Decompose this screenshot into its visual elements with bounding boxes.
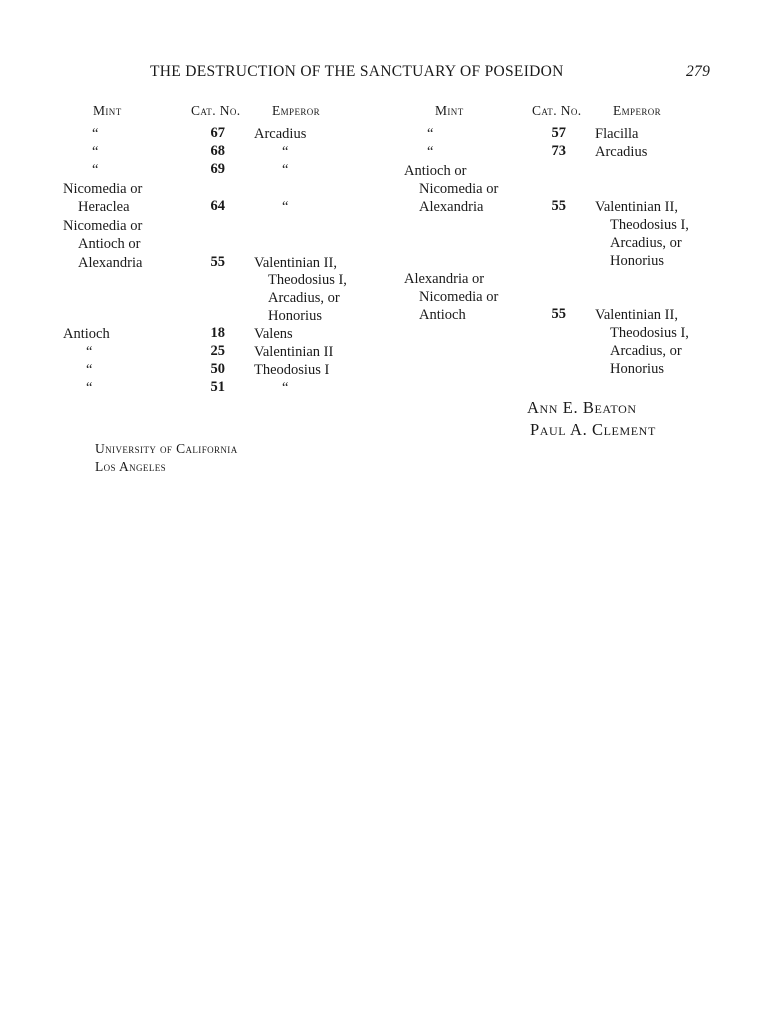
mint-cell: “	[92, 144, 99, 160]
emperor-cell: Theodosius I,	[610, 325, 689, 341]
mint-cell: “	[427, 144, 434, 160]
emperor-cell: “	[282, 162, 289, 178]
mint-cell: Antioch	[419, 307, 466, 323]
emperor-cell: Theodosius I	[254, 362, 330, 378]
affiliation-institution: University of California	[95, 441, 238, 456]
emperor-cell: “	[282, 199, 289, 215]
left-mint-heading: Mint	[93, 103, 122, 118]
mint-cell: Alexandria or	[404, 271, 485, 287]
affiliation-city: Los Angeles	[95, 459, 167, 474]
mint-cell: Nicomedia or	[419, 181, 499, 197]
mint-cell: Antioch or	[404, 163, 467, 179]
emperor-cell: Honorius	[268, 308, 322, 324]
mint-cell: “	[86, 362, 93, 378]
cat-no-cell: 51	[210, 379, 225, 395]
cat-no-cell: 55	[551, 306, 566, 322]
emperor-cell: Valentinian II	[254, 344, 334, 360]
cat-no-cell: 69	[210, 161, 225, 177]
emperor-cell: Valentinian II,	[595, 307, 678, 323]
mint-cell: Nicomedia or	[63, 218, 143, 234]
cat-no-cell: 68	[210, 143, 225, 159]
cat-no-cell: 67	[210, 125, 225, 141]
cat-no-cell: 55	[210, 254, 225, 270]
author-name: Ann E. Beaton	[527, 398, 637, 417]
right-emperor-heading: Emperor	[613, 103, 662, 118]
cat-no-cell: 50	[210, 361, 225, 377]
mint-cell: Nicomedia or	[63, 181, 143, 197]
emperor-cell: Valens	[254, 326, 293, 342]
emperor-cell: Theodosius I,	[610, 217, 689, 233]
emperor-cell: Arcadius, or	[610, 235, 682, 251]
cat-no-cell: 25	[210, 343, 225, 359]
mint-cell: “	[92, 126, 99, 142]
emperor-cell: Flacilla	[595, 126, 639, 142]
emperor-cell: Arcadius, or	[610, 343, 682, 359]
emperor-cell: Arcadius	[595, 144, 648, 160]
mint-cell: “	[427, 126, 434, 142]
emperor-cell: Valentinian II,	[254, 255, 337, 271]
right-cat-no-heading: Cat. No.	[532, 103, 582, 118]
cat-no-cell: 64	[210, 198, 225, 214]
mint-cell: “	[92, 162, 99, 178]
emperor-cell: Arcadius, or	[268, 290, 340, 306]
left-emperor-heading: Emperor	[272, 103, 321, 118]
mint-cell: Antioch or	[78, 236, 141, 252]
cat-no-cell: 57	[551, 125, 566, 141]
emperor-cell: “	[282, 144, 289, 160]
mint-cell: Nicomedia or	[419, 289, 499, 305]
mint-cell: Heraclea	[78, 199, 130, 215]
left-cat-no-heading: Cat. No.	[191, 103, 241, 118]
right-mint-heading: Mint	[435, 103, 464, 118]
mint-cell: “	[86, 344, 93, 360]
author-name: Paul A. Clement	[530, 420, 656, 439]
emperor-cell: Arcadius	[254, 126, 307, 142]
emperor-cell: Honorius	[610, 361, 664, 377]
mint-cell: Alexandria	[78, 255, 143, 271]
mint-cell: Alexandria	[419, 199, 484, 215]
emperor-cell: Valentinian II,	[595, 199, 678, 215]
mint-cell: Antioch	[63, 326, 110, 342]
page-number: 279	[686, 63, 711, 80]
emperor-cell: “	[282, 380, 289, 396]
emperor-cell: Theodosius I,	[268, 272, 347, 288]
emperor-cell: Honorius	[610, 253, 664, 269]
cat-no-cell: 73	[551, 143, 566, 159]
cat-no-cell: 55	[551, 198, 566, 214]
running-title: THE DESTRUCTION OF THE SANCTUARY OF POSEIDON	[150, 63, 564, 80]
cat-no-cell: 18	[210, 325, 225, 341]
mint-cell: “	[86, 380, 93, 396]
